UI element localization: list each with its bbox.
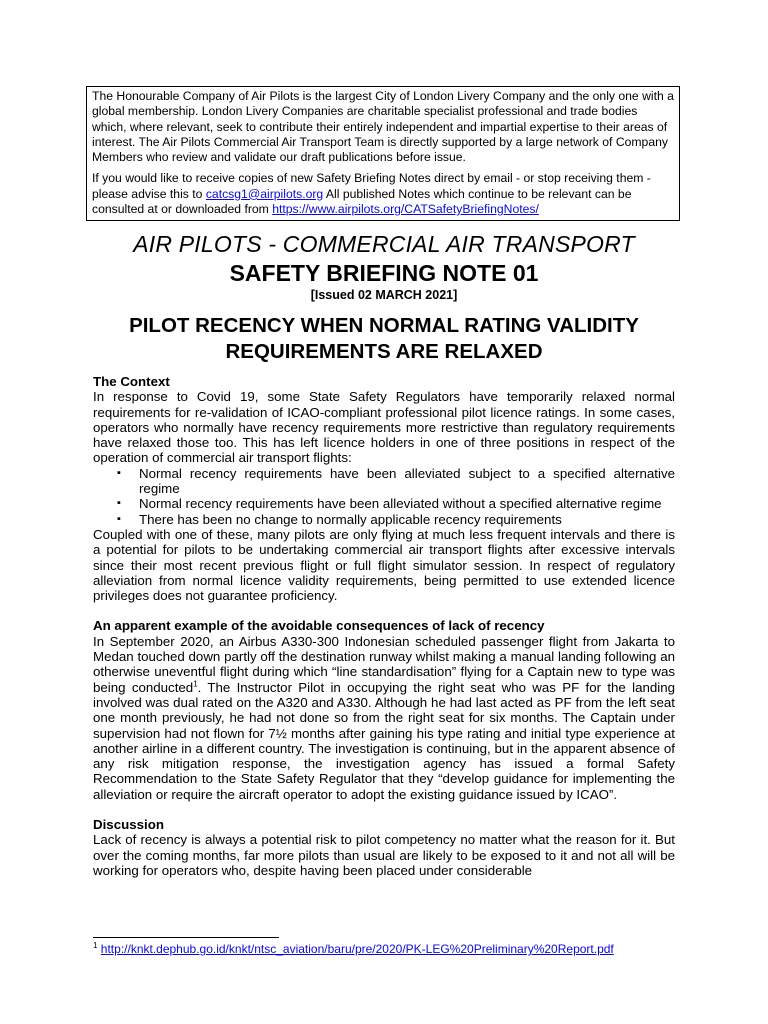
example-paragraph bbox=[93, 634, 675, 802]
example-text-end: . The Instructor Pilot in occupying the right seat who was PF for the landing involved was dual rated on the A320 and A330. Although he had last acted as PF from the left seat one month previously, he had not done so from the right seat for six months. The Captain under supervision had not flown for 7½ months after gaining his type rating and initial type experience at another airline in a different country. The investigation is continuing, but in the apparent absence of any risk mitigation response, the investigation agency has issued a formal Safety Recommendation to the State Safety Regulator that they “develop guidance for implementing the alleviation or require the aircraft operator to adopt the existing guidance issued by ICAO”. bbox=[93, 679, 675, 802]
body-content bbox=[93, 374, 675, 878]
footnote-divider bbox=[93, 937, 279, 938]
notes-url-link[interactable]: https://www.airpilots.org/CATSafetyBriefingNotes/ bbox=[272, 202, 539, 217]
list-item: ▪ Normal recency requirements have been alleviated without a specified alternative regime bbox=[93, 496, 675, 511]
issue-date: [Issued 02 MARCH 2021] bbox=[310, 288, 458, 302]
footnote bbox=[93, 942, 614, 957]
footnote-number: 1 bbox=[93, 941, 98, 950]
main-title: PILOT RECENCY WHEN NORMAL RATING VALIDITY REQUIREMENTS ARE RELAXED bbox=[129, 314, 639, 363]
note-title: SAFETY BRIEFING NOTE 01 bbox=[229, 260, 539, 286]
footnote-reference: 1 bbox=[193, 679, 198, 689]
download-text: All published Notes which continue to be relevant can be consulted at or downloaded from bbox=[92, 186, 632, 217]
list-item: ▪ There has been no change to normally applicable recency requirements bbox=[93, 512, 675, 527]
context-closing: Coupled with one of these, many pilots are only flying at much less frequent intervals and there is a potential for pilots to be undertaking commercial air transport flights after excessive intervals since their most recent previous flight or full flight simulator session. In respect of regulatory alleviation from normal licence validity requirements, being permitted to use extended licence privileges does not guarantee proficiency. bbox=[93, 526, 675, 604]
example-text-start: In September 2020, an Airbus A330-300 Indonesian scheduled passenger flight from Jakarta to Medan touched down partly off the destination runway whilst making a manual landing following an otherwise uneventful flight during which “line standardisation” flying for a Captain new to type was being conducted bbox=[93, 633, 675, 695]
list-item: ▪ Normal recency requirements have been alleviated subject to a specified alternative regime bbox=[93, 466, 675, 497]
info-box bbox=[86, 86, 680, 221]
context-bullet-list bbox=[93, 466, 675, 527]
footnote-link[interactable]: http://knkt.dephub.go.id/knkt/ntsc_aviation/baru/pre/2020/PK-LEG%20Preliminary%20Report.pdf bbox=[100, 942, 614, 956]
info-paragraph-subscribe bbox=[92, 171, 674, 217]
discussion-heading: Discussion bbox=[93, 817, 164, 833]
discussion-text: Lack of recency is always a potential risk to pilot competency no matter what the reason for it. But over the coming months, far more pilots than usual are likely to be exposed to it and not all will be working for operators who, despite having been placed under considerable bbox=[93, 832, 675, 878]
subscribe-text: If you would like to receive copies of new Safety Briefing Notes direct by email - or stop receiving them - please advise this to bbox=[92, 171, 651, 201]
email-link[interactable]: catcsg1@airpilots.org bbox=[205, 186, 324, 201]
context-heading: The Context bbox=[93, 374, 170, 389]
example-heading: An apparent example of the avoidable consequences of lack of recency bbox=[93, 618, 545, 634]
org-title: AIR PILOTS - COMMERCIAL AIR TRANSPORT bbox=[133, 231, 635, 257]
context-intro: In response to Covid 19, some State Safety Regulators have temporarily relaxed normal requirements for re-validation of ICAO-compliant professional pilot licence ratings. In some cases, operators who normally have recency requirements more restrictive than regulatory requirements have relaxed those too. This has left licence holders in one of three positions in respect of the operation of commercial air transport flights: bbox=[93, 389, 675, 466]
info-paragraph-about: The Honourable Company of Air Pilots is the largest City of London Livery Company and the only one with a global membership. London Livery Companies are charitable specialist professional and trade bodies which, where relevant, seek to contribute their entirely independent and impartial expertise to their areas of interest. The Air Pilots Commercial Air Transport Team is directly supported by a large network of Company Members who review and validate our draft publications before issue. bbox=[92, 89, 674, 165]
